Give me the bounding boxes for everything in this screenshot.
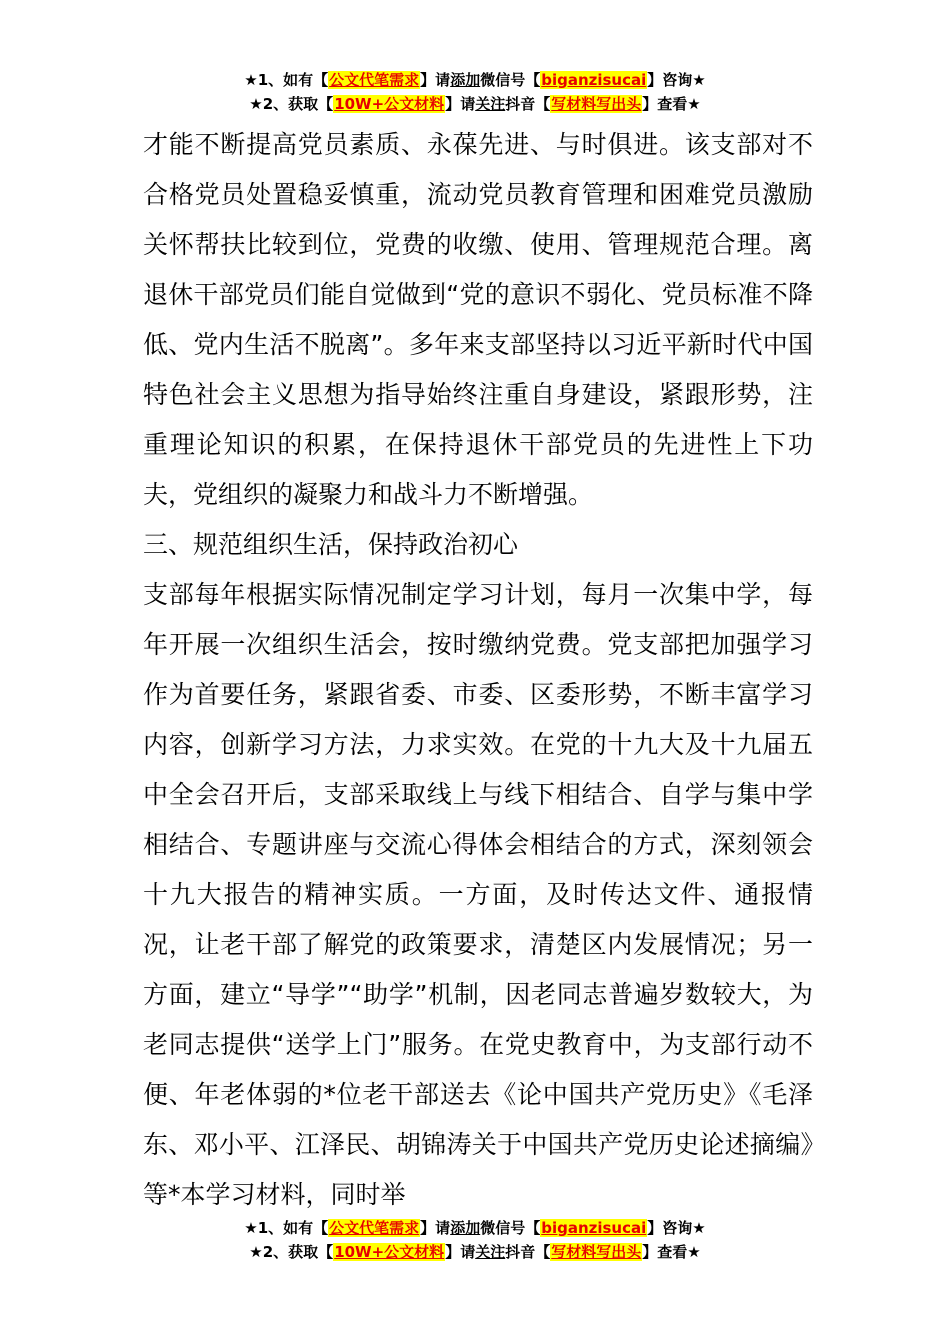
body-paragraph: 支部每年根据实际情况制定学习计划，每月一次集中学，每年开展一次组织生活会，按时缴纳党费。党支部把加强学习作为首要任务，紧跟省委、市委、区委形势，不断丰富学习内容，创新学习方法，力求实效。在党的十九大及十九届五中全会召开后，支部采取线上与线下相结合、自学与集中学相结合、专题讲座与交流心得体会相结合的方式，深刻领会十九大报告的精神实质。一方面，及时传达文件、通报情况，让老干部了解党的政策要求，清楚区内发展情况；另一方面，建立“导学”“助学”机制，因老同志普遍岁数较大，为老同志提供“送学上门”服务。在党史教育中，为支部行动不便、年老体弱的*位老干部送去《论中国共产党历史》《毛泽东、邓小平、江泽民、胡锦涛关于中国共产党历史论述摘编》等*本学习材料，同时举 [143, 580, 813, 1209]
banner-emphasis: 关注 [475, 95, 506, 113]
banner-text: 】请 [420, 1219, 451, 1237]
banner-text: 】查看★ [642, 1243, 701, 1261]
banner-text: 】查看★ [642, 95, 701, 113]
banner-line-1 [0, 68, 950, 92]
banner-line-2 [0, 1240, 950, 1264]
banner-highlight-service: 公文代笔需求 [329, 71, 420, 89]
banner-text: 】请 [445, 95, 476, 113]
banner-highlight-wechat-id: biganzisucai [541, 1219, 647, 1237]
banner-text: 微信号【 [480, 1219, 541, 1237]
document-body [143, 120, 813, 1220]
banner-text: 】咨询★ [647, 1219, 706, 1237]
banner-text: ★1、如有【 [244, 71, 329, 89]
body-paragraph: 才能不断提高党员素质、永葆先进、与时俱进。该支部对不合格党员处置稳妥慎重，流动党员教育管理和困难党员激励关怀帮扶比较到位，党费的收缴、使用、管理规范合理。离退休干部党员们能自觉做到“党的意识不弱化、党员标准不降低、党内生活不脱离”。多年来支部坚持以习近平新时代中国特色社会主义思想为指导始终注重自身建设，紧跟形势，注重理论知识的积累，在保持退休干部党员的先进性上下功夫，党组织的凝聚力和战斗力不断增强。 [143, 130, 813, 509]
banner-text: ★1、如有【 [244, 1219, 329, 1237]
banner-emphasis: 添加 [450, 71, 481, 89]
banner-emphasis: 添加 [450, 1219, 481, 1237]
banner-text: 抖音【 [505, 95, 551, 113]
banner-highlight-douyin: 写材料写出头 [551, 95, 642, 113]
banner-highlight-materials: 10W+公文材料 [334, 95, 445, 113]
banner-text: 】请 [445, 1243, 476, 1261]
banner-highlight-wechat-id: biganzisucai [541, 71, 647, 89]
banner-text: 微信号【 [480, 71, 541, 89]
banner-highlight-douyin: 写材料写出头 [551, 1243, 642, 1261]
banner-emphasis: 关注 [475, 1243, 506, 1261]
banner-highlight-materials: 10W+公文材料 [334, 1243, 445, 1261]
banner-line-1 [0, 1216, 950, 1240]
section-heading: 三、规范组织生活，保持政治初心 [143, 530, 519, 559]
banner-text: ★2、获取【 [249, 1243, 334, 1261]
banner-text: 抖音【 [505, 1243, 551, 1261]
banner-text: 】咨询★ [647, 71, 706, 89]
banner-line-2 [0, 92, 950, 116]
header-banner [0, 68, 950, 116]
banner-text: ★2、获取【 [249, 95, 334, 113]
banner-highlight-service: 公文代笔需求 [329, 1219, 420, 1237]
banner-text: 】请 [420, 71, 451, 89]
footer-banner [0, 1216, 950, 1264]
